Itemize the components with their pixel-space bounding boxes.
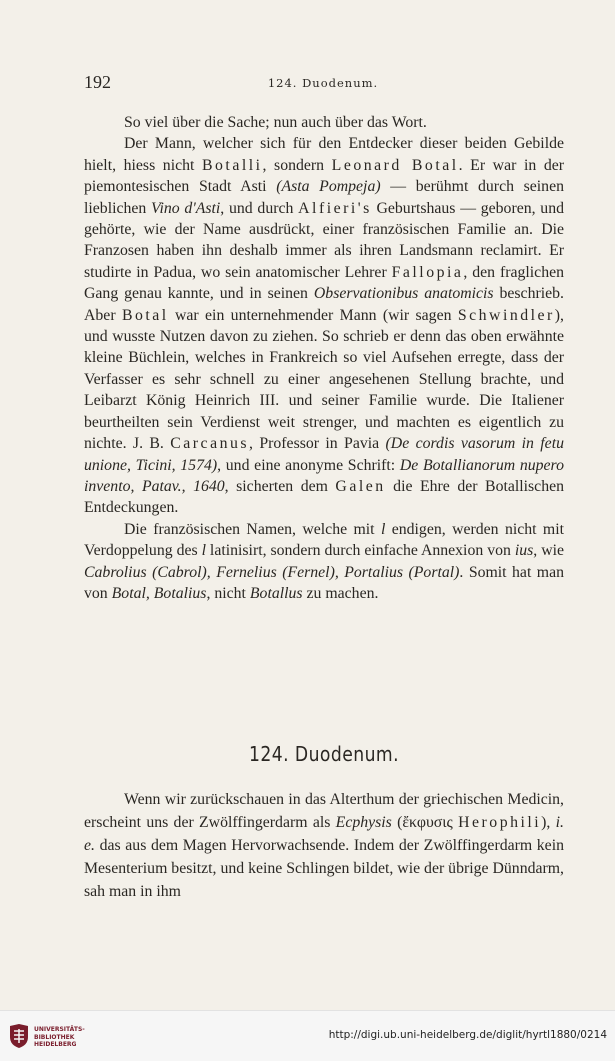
section-heading: 124. Duodenum.: [249, 742, 399, 766]
library-logo-icon: [8, 1023, 30, 1049]
page-number: 192: [84, 72, 111, 92]
permalink[interactable]: http://digi.ub.uni-heidelberg.de/diglit/hyrtl1880/0214: [328, 1029, 607, 1041]
running-title: 124. Duodenum.: [267, 76, 379, 90]
institution-name: UNIVERSITÄTS- BIBLIOTHEK HEIDELBERG: [34, 1026, 85, 1048]
section-text: [84, 788, 564, 903]
paragraph-1: So viel über die Sache; nun auch über das Wort.: [124, 114, 427, 131]
main-text: [84, 112, 564, 604]
page-header: [84, 72, 562, 98]
paragraph-4: Wenn wir zurückschauen in das Alterthum der griechischen Medicin, erscheint uns der Zwölffingerdarm als Ecphysis (ἔκφυσις Herophili), i. e. das aus dem Magen Hervorwachsende. Indem der Zwölffingerdarm kein Mesenterium besitzt, und keine Schlingen bildet, wie der übrige Dünndarm, sah man in ihm: [84, 791, 565, 900]
viewer-footer: [0, 1010, 615, 1061]
paragraph-3: Die französischen Namen, welche mit l endigen, werden nicht mit Verdoppelung des l latinisirt, sondern durch einfache Annexion von ius, wie Cabrolius (Cabrol), Fernelius (Fernel), Portalius (Portal). Somit hat man von Botal, Botalius, nicht Botallus zu machen.: [84, 520, 565, 602]
paragraph-2: Der Mann, welcher sich für den Entdecker dieser beiden Gebilde hielt, hiess nicht Botalli, sondern Leonard Botal. Er war in der piemontesischen Stadt Asti (Asta Pompeja) — berühmt durch seinen lieblichen Vino d'Asti, und durch Alfieri's Geburtshaus — geboren, und gehörte, wie der Name ausdrückt, einer französischen Familie an. Die Franzosen haben ihn deshalb immer als ihren Landsmann reclamirt. Er studirte in Padua, wo sein anatomischer Lehrer Fallopia, den fraglichen Gang genau kannte, und in seinen Observationibus anatomicis beschrieb. Aber Botal war ein unternehmender Mann (wir sagen Schwindler), und wusste Nutzen davon zu ziehen. So schrieb er denn das oben erwähnte kleine Büchlein, welches in Frankreich so viel Aufsehen erregte, dass der Verfasser es sehr schnell zu einer angesehenen Stellung brachte, und Leibarzt König Heinrich III. und seiner Familie wurde. Die Italiener beurtheilten sein Verdienst weit strenger, und machten es eigentlich zu nichte. J. B. Carcanus, Professor in Pavia (De cordis vasorum in fetu unione, Ticini, 1574), und eine anonyme Schrift: De Botallianorum nupero invento, Patav., 1640, sicherten dem Galen die Ehre der Botallischen Entdeckungen.: [84, 135, 565, 517]
